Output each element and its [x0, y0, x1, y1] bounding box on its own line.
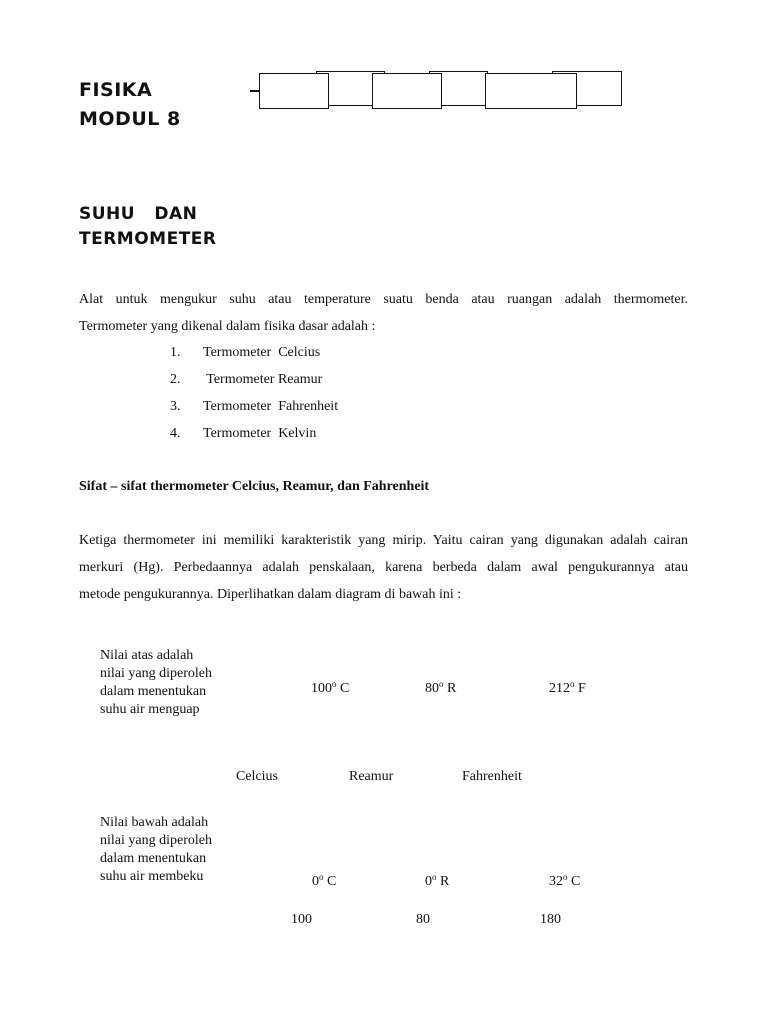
celcius-top-value	[311, 675, 349, 698]
degree-symbol: o	[432, 872, 437, 882]
list-number: 1.	[170, 345, 181, 360]
scale-label-reamur: Reamur	[349, 769, 394, 784]
reamur-range: 80	[416, 912, 430, 927]
header-box	[372, 73, 442, 109]
section-subheading: Sifat – sifat thermometer Celcius, Reamur, dan Fahrenheit	[79, 479, 430, 494]
degree-symbol: o	[319, 872, 324, 882]
bottom-note-line: suhu air membeku	[100, 869, 204, 884]
top-note-line: dalam menentukan	[100, 684, 207, 699]
module-title: MODUL 8	[79, 108, 181, 130]
para2-line-2: merkuri (Hg). Perbedaannya adalah penskalaan, karena berbeda dalam awal pengukurannya atau	[79, 560, 688, 575]
value-number: 100	[311, 681, 332, 696]
fahrenheit-bottom-value	[549, 868, 580, 891]
top-note-line: Nilai atas adalah	[100, 648, 194, 663]
celcius-bottom-value	[312, 868, 336, 891]
chapter-title-line1: SUHU DAN	[79, 204, 198, 224]
value-number: 0	[425, 874, 432, 889]
value-number: 0	[312, 874, 319, 889]
para2-line-3: metode pengukurannya. Diperlihatkan dalam diagram di bawah ini :	[79, 587, 462, 602]
fahrenheit-range: 180	[540, 912, 561, 927]
header-box	[259, 73, 329, 109]
top-note-line: nilai yang diperoleh	[100, 666, 212, 681]
value-number: 32	[549, 874, 563, 889]
bottom-note-line: nilai yang diperoleh	[100, 833, 212, 848]
intro-line-1: Alat untuk mengukur suhu atau temperature suatu benda atau ruangan adalah thermometer.	[79, 292, 688, 307]
value-number: 212	[549, 681, 570, 696]
list-item: Termometer Reamur	[203, 372, 323, 387]
subject-title: FISIKA	[79, 79, 153, 101]
scale-label-fahrenheit: Fahrenheit	[462, 769, 522, 784]
top-note	[100, 647, 212, 719]
chapter-title-line2: TERMOMETER	[79, 229, 217, 249]
degree-symbol: o	[563, 872, 568, 882]
reamur-top-value	[425, 675, 456, 698]
degree-symbol: o	[439, 679, 444, 689]
list-number: 2.	[170, 372, 181, 387]
degree-symbol: o	[570, 679, 575, 689]
top-note-line: suhu air menguap	[100, 702, 200, 717]
value-number: 80	[425, 681, 439, 696]
value-unit: C	[336, 681, 350, 696]
fahrenheit-top-value	[549, 675, 586, 698]
header-box	[485, 73, 577, 109]
value-unit: R	[436, 874, 450, 889]
reamur-bottom-value	[425, 868, 449, 891]
intro-line-2: Termometer yang dikenal dalam fisika dasar adalah :	[79, 319, 376, 334]
degree-symbol: o	[332, 679, 337, 689]
list-number: 4.	[170, 426, 181, 441]
list-item: Termometer Kelvin	[203, 426, 317, 441]
value-unit: C	[567, 874, 581, 889]
bottom-note	[100, 814, 212, 886]
value-unit: F	[574, 681, 586, 696]
list-item: Termometer Fahrenheit	[203, 399, 339, 414]
value-unit: R	[443, 681, 457, 696]
bottom-note-line: Nilai bawah adalah	[100, 815, 209, 830]
list-number: 3.	[170, 399, 181, 414]
value-unit: C	[323, 874, 337, 889]
scale-label-celcius: Celcius	[236, 769, 278, 784]
para2-line-1: Ketiga thermometer ini memiliki karakteristik yang mirip. Yaitu cairan yang digunakan adalah cairan	[79, 533, 688, 548]
bottom-note-line: dalam menentukan	[100, 851, 207, 866]
celcius-range: 100	[291, 912, 312, 927]
list-item: Termometer Celcius	[203, 345, 321, 360]
